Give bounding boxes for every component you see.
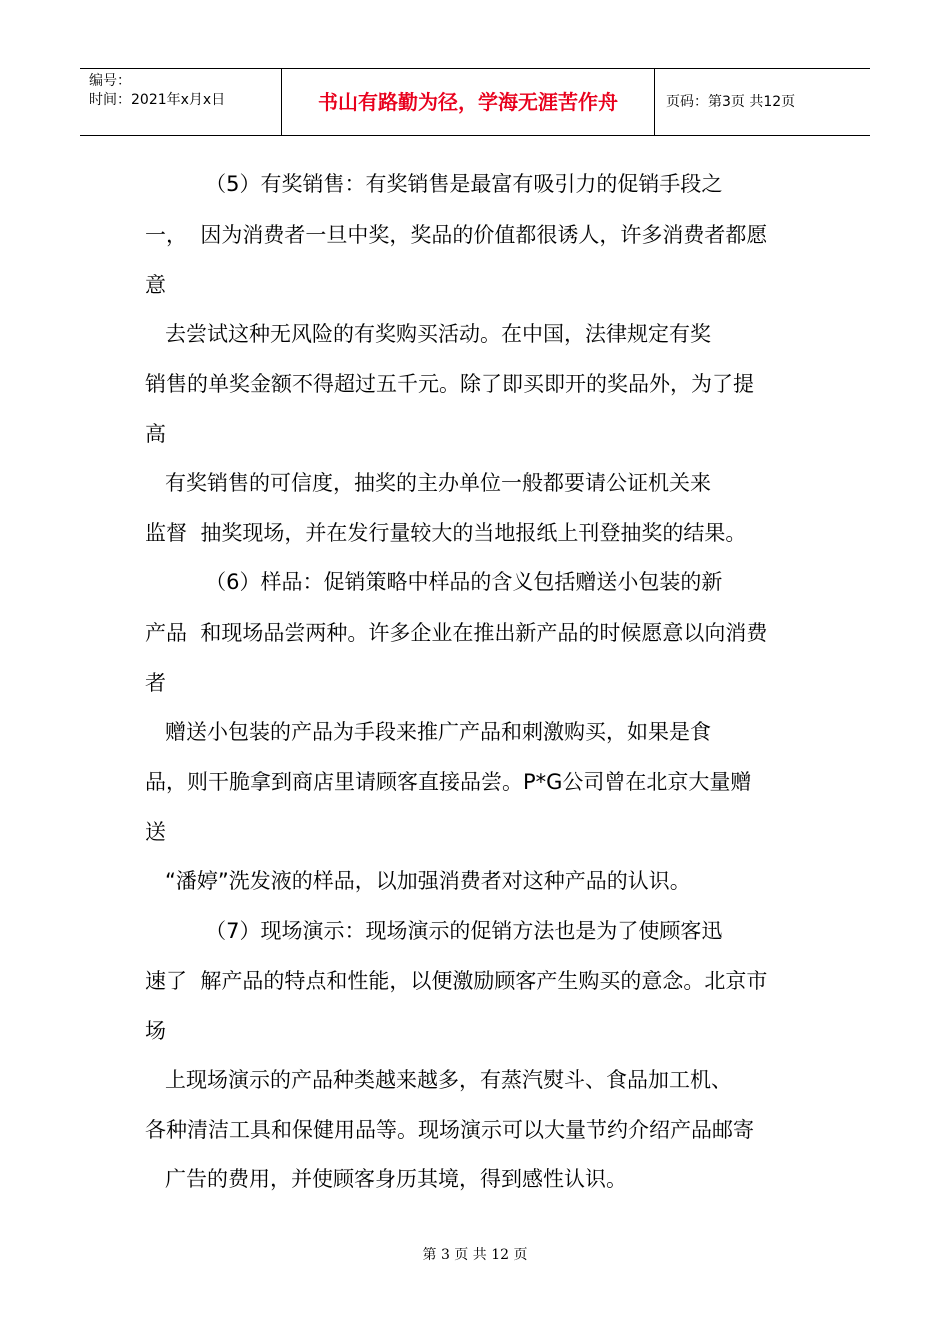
text-line: 广告的费用，并使顾客身历其境，得到感性认识。 [145,1167,628,1191]
text-line: 去尝试这种无风险的有奖购买活动。在中国，法律规定有奖 [145,322,712,346]
document-time-label: 时间：2021年x月x日 [89,92,226,108]
text-line: 一， 因为消费者一旦中奖，奖品的价值都很诱人，许多消费者都愿 [145,223,768,247]
text-line: （7）现场演示：现场演示的促销方法也是为了使顾客迅 [145,919,723,943]
page-header [80,68,870,136]
header-motto: 书山有路勤为径，学海无涯苦作舟 [282,69,655,135]
header-meta-cell [80,69,282,135]
header-page-label: 页码：第3页 共12页 [666,94,796,110]
text-line: 监督 抽奖现场，并在发行量较大的当地报纸上刊登抽奖的结果。 [145,521,747,545]
text-line: 场 [145,1019,166,1043]
text-line: 意 [145,273,166,297]
text-line: 品，则干脆拿到商店里请顾客直接品尝。P*G公司曾在北京大量赠 [145,770,752,794]
text-line: 速了 解产品的特点和性能，以便激励顾客产生购买的意念。北京市 [145,969,768,993]
text-line: 高 [145,422,166,446]
text-line: 各种清洁工具和保健用品等。现场演示可以大量节约介绍产品邮寄 [145,1118,754,1142]
text-line: 产品 和现场品尝两种。许多企业在推出新产品的时候愿意以向消费 [145,621,768,645]
text-line: “潘婷”洗发液的样品，以加强消费者对这种产品的认识。 [145,869,691,893]
text-line: 赠送小包装的产品为手段来推广产品和刺激购买，如果是食 [145,720,712,744]
text-line: 有奖销售的可信度，抽奖的主办单位一般都要请公证机关来 [145,471,712,495]
text-line: （5）有奖销售：有奖销售是最富有吸引力的促销手段之 [145,172,723,196]
text-line: 者 [145,671,166,695]
text-line: 销售的单奖金额不得超过五千元。除了即买即开的奖品外，为了提 [145,372,754,396]
text-line: （6）样品：促销策略中样品的含义包括赠送小包装的新 [145,570,723,594]
text-line: 上现场演示的产品种类越来越多，有蒸汽熨斗、食品加工机、 [145,1068,733,1092]
page-footer: 第 3 页 共 12 页 [422,1247,528,1263]
text-line: 送 [145,820,166,844]
document-number-label: 编号： [89,73,131,89]
